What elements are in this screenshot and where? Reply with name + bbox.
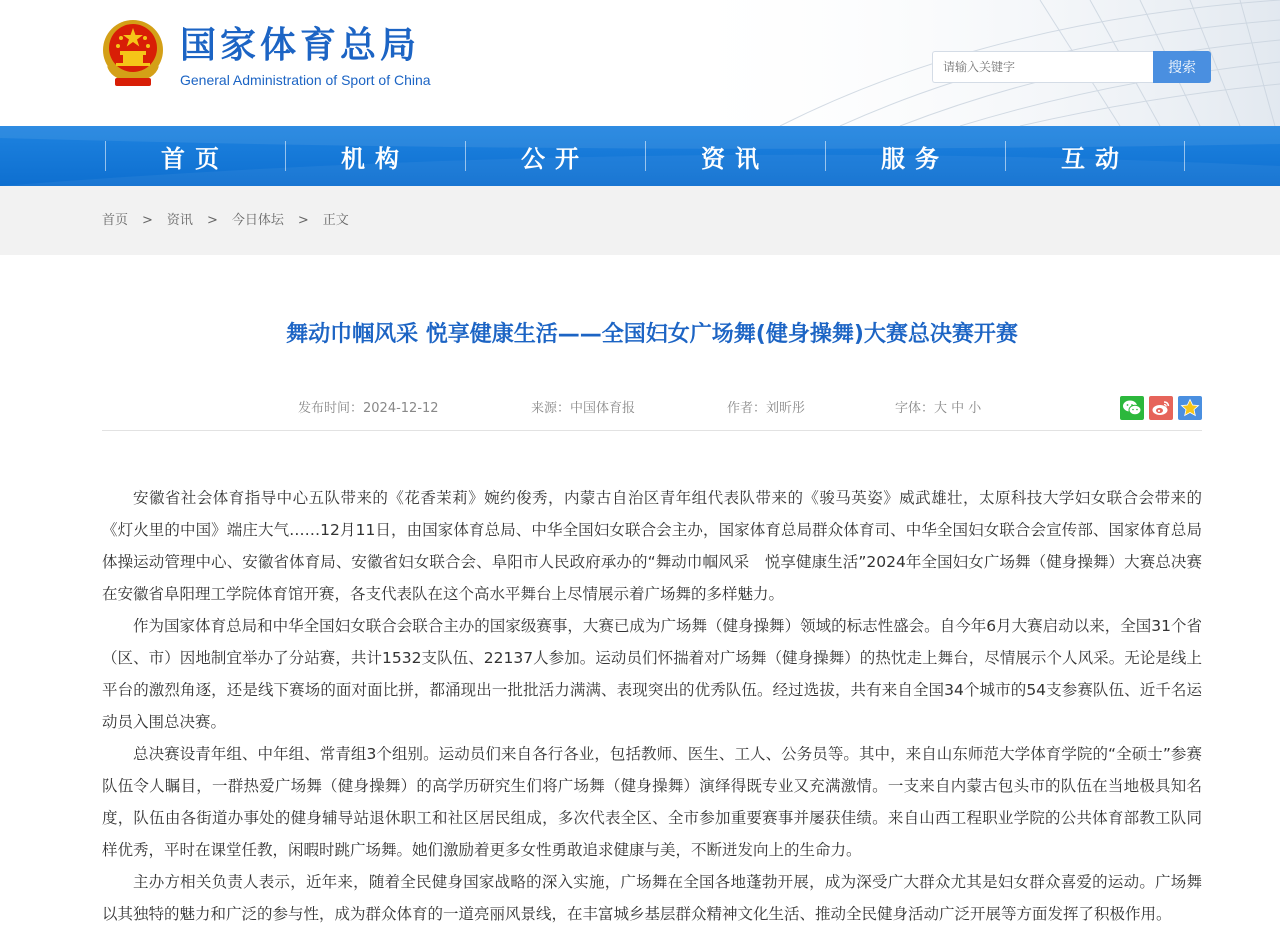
nav-separator xyxy=(1005,141,1006,171)
nav-item-public[interactable] xyxy=(465,126,645,186)
wechat-icon[interactable] xyxy=(1120,396,1144,420)
article-title: 舞动巾帼风采 悦享健康生活——全国妇女广场舞(健身操舞)大赛总决赛开赛 xyxy=(286,322,1018,347)
nav-item-label: 资讯 xyxy=(701,144,769,173)
nav-separator xyxy=(1184,141,1185,171)
nav-separator xyxy=(285,141,286,171)
nav-item-label: 首页 xyxy=(161,144,229,173)
site-title-cn[interactable]: 国家体育总局 xyxy=(180,25,421,66)
site-title-en[interactable]: General Administration of Sport of China xyxy=(180,72,431,88)
article-author: 作者：刘昕彤 xyxy=(727,401,806,416)
article-paragraph: 作为国家体育总局和中华全国妇女联合会联合主办的国家级赛事，大赛已成为广场舞（健身操舞）领域的标志性盛会。自今年6月大赛启动以来，全国31个省（区、市）因地制宜举办了分站赛，共计1532支队伍、22137人参加。运动员们怀揣着对广场舞（健身操舞）的热忱走上舞台，尽情展示个人风采。无论是线上平台的激烈角逐，还是线下赛场的面对面比拼，都涌现出一批批活力满满、表现突出的优秀队伍。经过选拔，共有来自全国34个城市的54支参赛队伍、近千名运动员入围总决赛。 xyxy=(102,617,1202,731)
meta-divider xyxy=(102,430,1202,431)
breadcrumb-current: 正文 xyxy=(322,213,349,228)
breadcrumb-separator: > xyxy=(297,213,309,228)
breadcrumb xyxy=(102,212,349,230)
article-source: 来源：中国体育报 xyxy=(531,401,636,416)
search-button[interactable]: 搜索 xyxy=(1153,51,1211,83)
nav-list xyxy=(105,126,1185,186)
nav-item-home[interactable] xyxy=(105,126,285,186)
article-body xyxy=(102,482,1202,930)
nav-item-news[interactable] xyxy=(645,126,825,186)
breadcrumb-news[interactable]: 资讯 xyxy=(166,213,193,228)
article-paragraph: 主办方相关负责人表示，近年来，随着全民健身国家战略的深入实施，广场舞在全国各地蓬勃开展，成为深受广大群众尤其是妇女群众喜爱的运动。广场舞以其独特的魅力和广泛的参与性，成为群众体育的一道亮丽风景线，在丰富城乡基层群众精神文化生活、推动全民健身活动广泛开展等方面发挥了积极作用。 xyxy=(102,873,1202,923)
weibo-icon[interactable] xyxy=(1149,396,1173,420)
nav-item-label: 服务 xyxy=(881,144,949,173)
nav-item-services[interactable] xyxy=(825,126,1005,186)
nav-item-label: 公开 xyxy=(521,144,589,173)
article-paragraph: 总决赛设青年组、中年组、常青组3个组别。运动员们来自各行各业，包括教师、医生、工人、公务员等。其中，来自山东师范大学体育学院的“全硕士”参赛队伍令人瞩目，一群热爱广场舞（健身操舞）的高学历研究生们将广场舞（健身操舞）演绎得既专业又充满激情。一支来自内蒙古包头市的队伍在当地极具知名度，队伍由各街道办事处的健身辅导站退休职工和社区居民组成，多次代表全区、全市参加重要赛事并屡获佳绩。来自山西工程职业学院的公共体育部教工队同样优秀，平时在课堂任教，闲暇时跳广场舞。她们激励着更多女性勇敢追求健康与美，不断迸发向上的生命力。 xyxy=(102,745,1202,859)
article-paragraph: 安徽省社会体育指导中心五队带来的《花香茉莉》婉约俊秀，内蒙古自治区青年组代表队带来的《骏马英姿》威武雄壮，太原科技大学妇女联合会带来的《灯火里的中国》端庄大气……12月11日，由国家体育总局、中华全国妇女联合会主办，国家体育总局群众体育司、中华全国妇女联合会宣传部、国家体育总局体操运动管理中心、安徽省体育局、安徽省妇女联合会、阜阳市人民政府承办的“舞动巾帼风采 悦享健康生活”2024年全国妇女广场舞（健身操舞）大赛总决赛在安徽省阜阳理工学院体育馆开赛，各支代表队在这个高水平舞台上尽情展示着广场舞的多样魅力。 xyxy=(102,489,1202,603)
publish-time: 发布时间：2024-12-12 xyxy=(298,401,439,416)
breadcrumb-separator: > xyxy=(206,213,218,228)
nav-item-organization[interactable] xyxy=(285,126,465,186)
site-header xyxy=(0,0,1280,126)
breadcrumb-sports-today[interactable]: 今日体坛 xyxy=(231,213,284,228)
breadcrumb-home[interactable]: 首页 xyxy=(102,213,129,228)
national-emblem-logo[interactable] xyxy=(101,18,165,88)
breadcrumb-bar xyxy=(0,186,1280,255)
nav-separator xyxy=(645,141,646,171)
main-nav xyxy=(0,126,1280,186)
nav-separator xyxy=(825,141,826,171)
nav-item-interaction[interactable] xyxy=(1005,126,1185,186)
search-input[interactable] xyxy=(932,51,1154,83)
nav-separator xyxy=(465,141,466,171)
font-size-switcher[interactable]: 字体：大 中 小 xyxy=(895,401,982,416)
nav-separator xyxy=(105,141,106,171)
nav-item-label: 互动 xyxy=(1061,144,1129,173)
nav-item-label: 机构 xyxy=(341,144,409,173)
favorite-star-icon[interactable] xyxy=(1178,396,1202,420)
breadcrumb-separator: > xyxy=(142,213,153,228)
